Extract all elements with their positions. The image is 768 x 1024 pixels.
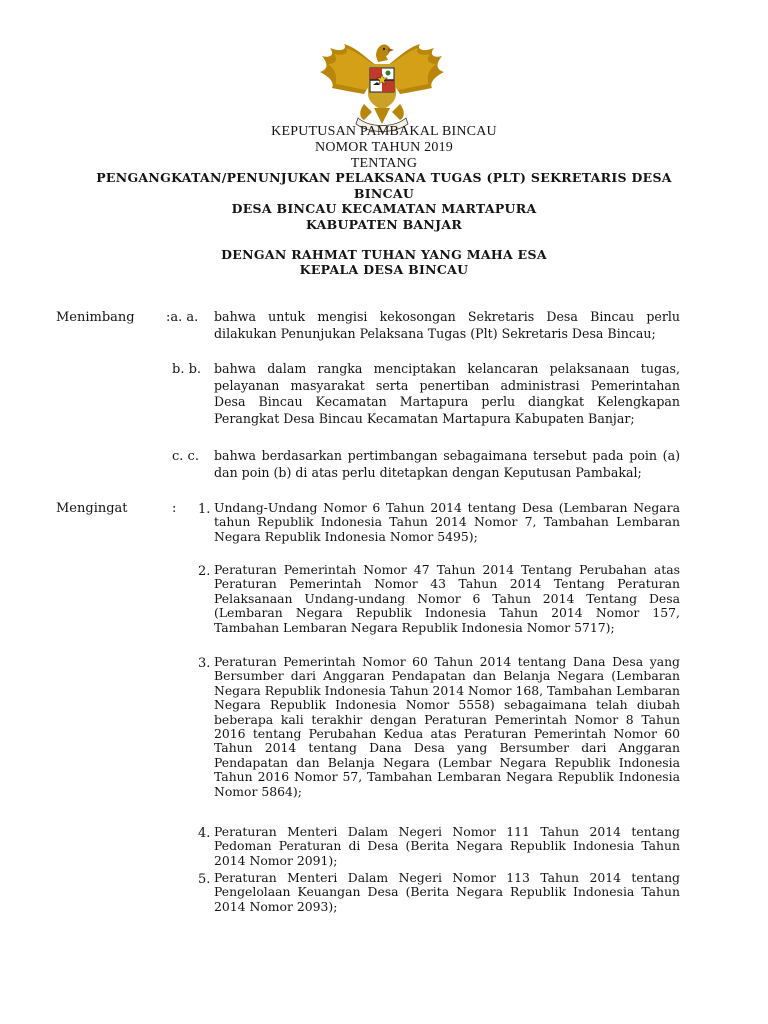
mengingat-marker-4: 4. [198,826,211,841]
subject-line-2: BINCAU [353,186,415,201]
menimbang-label: Menimbang [56,310,135,325]
garuda-pancasila-emblem-icon [318,38,446,134]
mengingat-item-3: Peraturan Pemerintah Nomor 60 Tahun 2014 tentang Dana Desa yang Bersumber dari Anggaran Pendapatan dan Belanja Negara (Lembaran Negara Republik Indonesia Tahun 2014 Nomor 168, Tambahan Lembaran Negara Republik Indonesia Nomor 5558) sebagaimana telah diubah beberapa kali terakhir dengan Peraturan Pemerintah Nomor 8 Tahun 2016 tentang Perubahan Kedua atas Peraturan Pemerintah Nomor 60 Tahun 2014 tentang Dana Desa yang Bersumber dari Anggaran Pendapatan dan Belanja Negara (Lembar Negara Republik Indonesia Tahun 2016 Nomor 57, Tambahan Lembaran Negara Republik Indonesia Nomor 5864); [214,654,680,799]
mengingat-colon: : [172,501,177,516]
mengingat-item-1: Undang-Undang Nomor 6 Tahun 2014 tentang Desa (Lembaran Negara tahun Republik Indonesia Tahun 2014 Nomor 7, Tambahan Lembaran Negara Republik Indonesia Nomor 5495); [214,500,680,544]
subject-line-3: DESA BINCAU KECAMATAN MARTAPURA [231,201,537,216]
menimbang-item-c: bahwa berdasarkan pertimbangan sebagaimana tersebut pada poin (a) dan poin (b) di atas perlu ditetapkan dengan Keputusan Pambakal; [214,448,680,480]
mengingat-item-5: Peraturan Menteri Dalam Negeri Nomor 113 Tahun 2014 tentang Pengelolaan Keuangan Desa (Berita Negara Republik Indonesia Tahun 2014 Nomor 2093); [214,870,680,914]
subject-line-4: KABUPATEN BANJAR [305,217,463,232]
mengingat-item-2: Peraturan Pemerintah Nomor 47 Tahun 2014 Tentang Perubahan atas Peraturan Pemerintah Nomor 43 Tahun 2014 Tentang Peraturan Pelaksanaan Undang-undang Nomor 6 Tahun 2014 Tentang Desa (Lembaran Negara Republik Indonesia Tahun 2014 Nomor 157, Tambahan Lembaran Negara Republik Indonesia Nomor 5717); [214,562,680,635]
menimbang-marker-c: c. c. [172,449,199,464]
authority-line: KEPALA DESA BINCAU [299,262,469,277]
tentang-label: TENTANG [350,156,418,171]
menimbang-item-a: bahwa untuk mengisi kekosongan Sekretaris Desa Bincau perlu dilakukan Penunjukan Pelaksana Tugas (Plt) Sekretaris Desa Bincau; [214,309,680,341]
mengingat-marker-5: 5. [198,872,211,887]
menimbang-marker-a: :a. a. [166,310,199,325]
decree-number: NOMOR TAHUN 2019 [315,140,453,155]
decree-title: KEPUTUSAN PAMBAKAL BINCAU [271,124,497,139]
mengingat-marker-3: 3. [198,656,211,671]
mengingat-marker-1: 1. [198,502,211,517]
mengingat-item-4: Peraturan Menteri Dalam Negeri Nomor 111 Tahun 2014 tentang Pedoman Peraturan di Desa (Berita Negara Republik Indonesia Tahun 2014 Nomor 2091); [214,824,680,868]
subject-line-1: PENGANGKATAN/PENUNJUKAN PELAKSANA TUGAS (PLT) SEKRETARIS DESA [96,170,672,185]
menimbang-item-b: bahwa dalam rangka menciptakan kelancaran pelaksanaan tugas, pelayanan masyarakat serta penertiban administrasi Pemerintahan Desa Bincau Kecamatan Martapura perlu diangkat Kelengkapan Perangkat Desa Bincau Kecamatan Martapura Kabupaten Banjar; [214,361,680,426]
mengingat-label: Mengingat [56,501,128,516]
mengingat-marker-2: 2. [198,564,211,579]
menimbang-marker-b: b. b. [172,362,202,377]
blessing-line: DENGAN RAHMAT TUHAN YANG MAHA ESA [221,247,547,262]
